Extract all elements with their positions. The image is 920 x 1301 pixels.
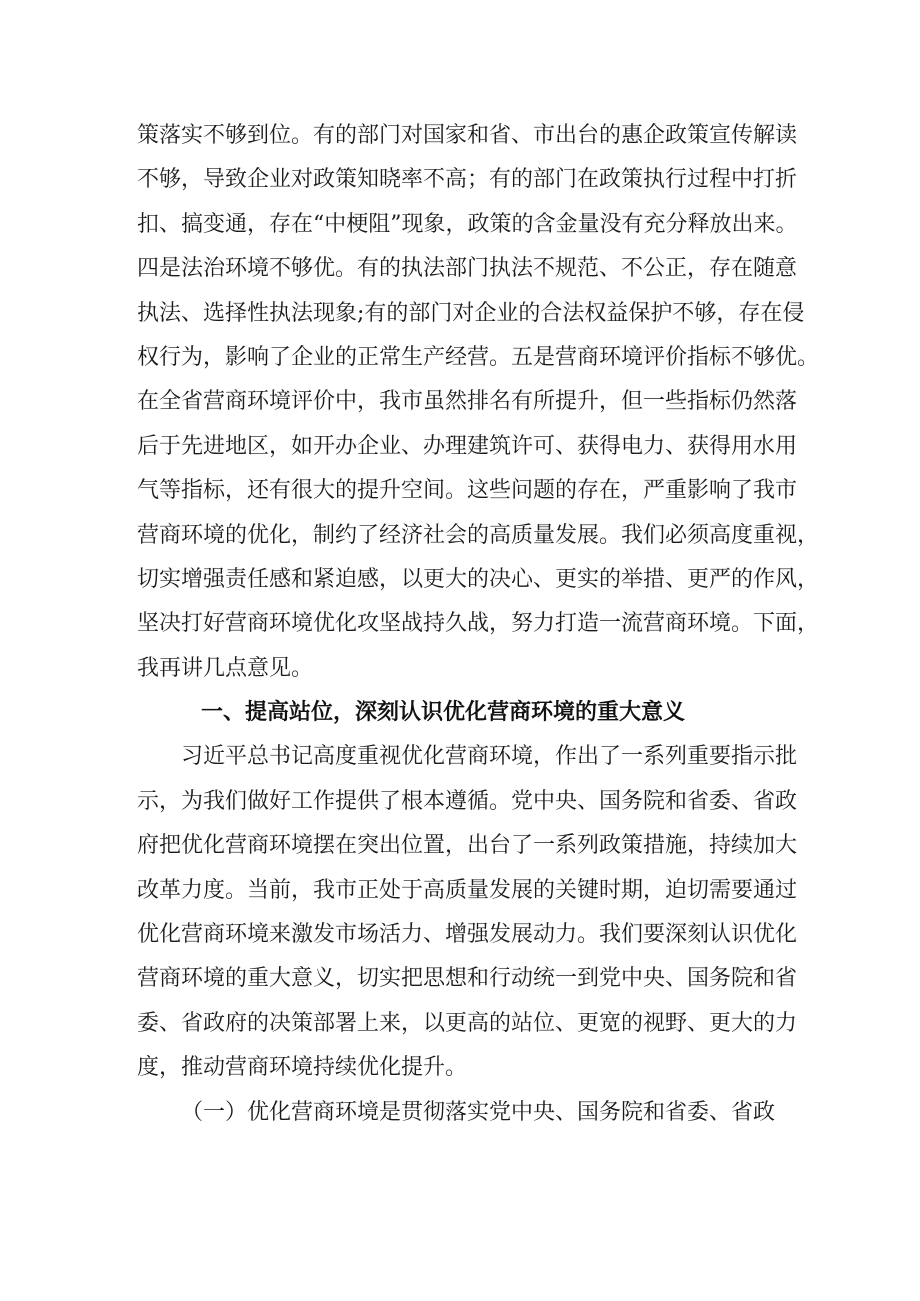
document-body [137,114,820,1135]
body-line: 委、省政府的决策部署上来，以更高的站位、更宽的视野、更大的力 [137,1010,798,1036]
body-line: 坚决打好营商环境优化攻坚战持久战，努力打造一流营商环境。下面， [137,611,820,637]
body-line: 我再讲几点意见。 [137,655,314,681]
body-line: 府把优化营商环境摆在突出位置，出台了一系列政策措施，持续加大 [137,833,798,859]
body-line: 扣、搞变通，存在“中梗阻”现象，政策的含金量没有充分释放出来。 [137,211,798,237]
body-line: 不够，导致企业对政策知晓率不高；有的部门在政策执行过程中打折 [137,167,798,193]
body-line: 后于先进地区，如开办企业、办理建筑许可、获得电力、获得用水用 [137,433,798,459]
body-line: 气等指标，还有很大的提升空间。这些问题的存在，严重影响了我市 [137,478,798,504]
section-heading: 一、提高站位，深刻认识优化营商环境的重大意义 [201,700,686,726]
body-line: 优化营商环境来激发市场活力、增强发展动力。我们要深刻认识优化 [137,922,798,948]
body-line: 权行为，影响了企业的正常生产经营。五是营商环境评价指标不够优。 [137,344,820,370]
body-line: 在全省营商环境评价中，我市虽然排名有所提升，但一些指标仍然落 [137,389,798,415]
body-line: 习近平总书记高度重视优化营商环境，作出了一系列重要指示批 [181,744,798,770]
body-line: 执法、选择性执法现象;有的部门对企业的合法权益保护不够，存在侵 [137,300,805,326]
body-line: 营商环境的优化，制约了经济社会的高质量发展。我们必须高度重视， [137,522,820,548]
body-line: 改革力度。当前，我市正处于高质量发展的关键时期，迫切需要通过 [137,877,798,903]
body-line: 切实增强责任感和紧迫感，以更大的决心、更实的举措、更严的作风， [137,566,820,592]
body-line: 策落实不够到位。有的部门对国家和省、市出台的惠企政策宣传解读 [137,123,798,148]
body-line: 示，为我们做好工作提供了根本遵循。党中央、国务院和省委、省政 [137,788,798,814]
body-line: 度，推动营商环境持续优化提升。 [137,1055,468,1081]
body-line: 营商环境的重大意义，切实把思想和行动统一到党中央、国务院和省 [137,966,798,992]
body-line: 四是法治环境不够优。有的执法部门执法不规范、不公正，存在随意 [137,256,798,282]
subsection-start-line: （一）优化营商环境是贯彻落实党中央、国务院和省委、省政 [181,1099,776,1125]
